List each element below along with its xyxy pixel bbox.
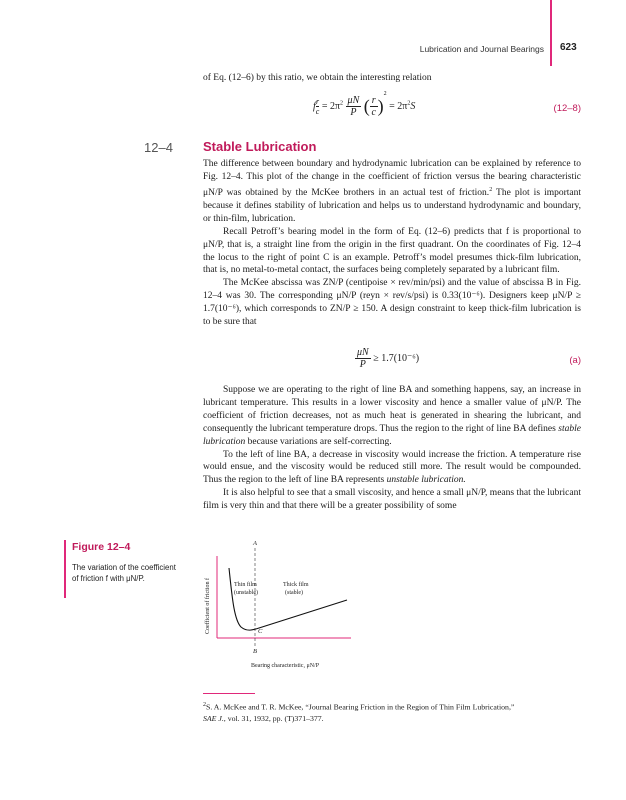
footnote-number: 2: [203, 702, 206, 708]
paragraph-1: [203, 158, 581, 226]
eq-a-rhs: ≥ 1.7(10⁻⁶): [373, 353, 420, 364]
paragraph-4: [203, 384, 581, 449]
equation-a: [203, 347, 581, 381]
p4-tail: because variations are self-correcting.: [245, 436, 392, 447]
running-title: Lubrication and Journal Bearings: [419, 44, 544, 54]
equation-number-a: (a): [569, 355, 581, 366]
thin-film-label: Thin film: [234, 582, 257, 588]
equation-a-body: [355, 347, 419, 370]
eq-rhs-sq: 2: [407, 100, 411, 107]
footnote-journal: SAE J.: [203, 713, 224, 723]
equation-12-8: [203, 91, 581, 125]
p1-tail: The plot is important because it defines stability of lubrication and helps us to understand hydrodynamic and boundary, or thin-film, lubrication.: [203, 187, 582, 224]
eq-rhs: = 2π: [389, 101, 408, 113]
p5-main: To the left of line BA, a decrease in viscosity would increase the friction. A temperature rise would ensue, and the viscosity would be reduced still more. The result would be compounded. Thus the region to the left of line BA represents: [203, 449, 581, 486]
p1-main: The difference between boundary and hydrodynamic lubrication can be explained by reference to Fig. 12–4. This plot of the change in the coefficient of friction versus the bearing characteristic μN/P was obtained by the McKee brothers in an actual test of friction.: [203, 159, 581, 198]
thick-film-sub-label: (stable): [285, 590, 303, 596]
p4-main: Suppose we are operating to the right of line BA and something happens, say, an increase in lubricant temperature. This results in a lower viscosity and hence a smaller value of μN/P. The coefficient of friction decreases, not as much heat is generated in shearing the lubricant, and consequently the lubricant temperature drops. Thus the region to the right of line BA defines: [203, 385, 581, 434]
eq-lhs-r: r: [316, 97, 320, 107]
intro-text: of Eq. (12–6) by this ratio, we obtain the interesting relation: [203, 73, 432, 83]
point-B-label: B: [253, 648, 257, 655]
paragraph-5: [203, 449, 581, 488]
eq-mid-coeff: = 2π: [321, 101, 341, 113]
eq-a-frac: [355, 347, 371, 370]
thick-film-label: Thick film: [283, 582, 309, 588]
footnote-rule: [203, 693, 255, 694]
eq-paren-den: c: [371, 107, 376, 119]
figure-rule: [64, 540, 66, 598]
eq-rhs-S: S: [410, 101, 416, 113]
section-number: 12–4: [144, 140, 173, 155]
paragraph-2: Recall Petroff’s bearing model in the form of Eq. (12–6) predicts that f is proportional to μN/P, that is, a straight line from the origin in the first quadrant. On the coordinates of Fig. 12–4 the locus to the right of point C is an example. Petroff’s model presumes thick-film lubrication, that is, no metal-to-metal contact, the surfaces being completely separated by a lubricant film.: [203, 226, 581, 276]
eq-a-num: μN: [357, 347, 369, 358]
paragraph-6: It is also helpful to see that a small viscosity, and hence a small μN/P, means that the lubricant film is very thin and that there will be a greater possibility of some: [203, 488, 581, 512]
p4-emphasis: stable lubrication: [203, 423, 581, 447]
point-A-label: A: [253, 540, 257, 547]
footnote: [203, 700, 593, 724]
section-title: Stable Lubrication: [203, 139, 317, 154]
point-C-label: C: [258, 628, 263, 635]
friction-curve: [229, 568, 347, 630]
footnote-line-1: [203, 700, 593, 713]
body-text-block-2: [203, 384, 581, 513]
figure-caption: The variation of the coefficient of friction f with μN/P.: [72, 563, 176, 583]
page-number: 623: [560, 42, 577, 53]
eq-mid-sq: 2: [340, 100, 344, 107]
body-text-block-1: [203, 158, 581, 329]
footnote-text-2: , vol. 31, 1932, pp. (T)371–377.: [223, 713, 324, 723]
eq-frac-r-c: [370, 95, 378, 118]
intro-line: [203, 72, 581, 85]
x-axis-label: Bearing characteristic, μN/P: [251, 663, 320, 669]
eq-lhs-c: c: [315, 107, 320, 117]
figure-label: Figure 12–4: [72, 541, 131, 553]
eq-paren-sq: 2: [383, 91, 387, 97]
figure-12-4-plot: [195, 536, 375, 676]
eq-paren-open: (: [363, 96, 370, 117]
eq-frac-num: μN: [347, 95, 360, 107]
paragraph-3: The McKee abscissa was ZN/P (centipoise × rev/min/psi) and the value of abscissa B in Fig. 12–4 was 30. The corresponding μN/P (reyn × rev/s/psi) is 0.33(10⁻⁶). Designers keep μN/P ≥ 1.7(10⁻⁶), which corresponds to ZN/P ≥ 150. A design constraint to keep thick-film lubrication is to be sure that: [203, 278, 581, 328]
eq-a-den: P: [359, 359, 366, 370]
footnote-text-1: S. A. McKee and T. R. McKee, “Journal Bearing Friction in the Region of Thin Film Lubrication,”: [206, 702, 515, 712]
eq-frac-den: P: [350, 107, 357, 119]
p5-emphasis: unstable lubrication.: [386, 475, 466, 486]
header-rule: [550, 0, 552, 66]
eq-paren-close: ): [377, 96, 384, 117]
thin-film-sub-label: (unstable): [234, 590, 258, 596]
eq-frac-muN-P: [346, 95, 362, 118]
equation-number-12-8: (12–8): [553, 103, 581, 114]
eq-lhs: [313, 97, 319, 116]
eq-f: f: [313, 101, 316, 112]
equation-body: [313, 91, 415, 118]
footnote-ref: 2: [489, 186, 493, 193]
footnote-line-2: [203, 713, 593, 724]
y-axis-label: Coefficient of friction f: [205, 577, 211, 634]
eq-paren-num: r: [371, 95, 376, 107]
